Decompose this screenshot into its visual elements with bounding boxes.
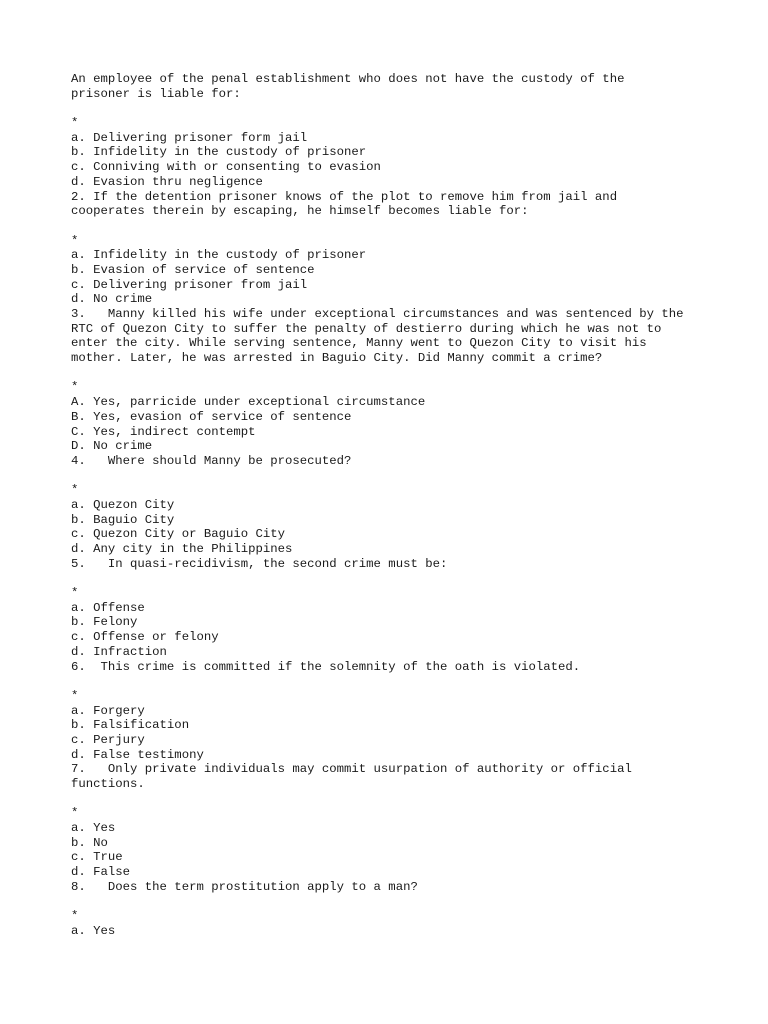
blank-line <box>71 895 711 910</box>
question-block <box>71 557 711 660</box>
required-asterisk: * <box>71 586 79 601</box>
answer-option: b. Evasion of service of sentence <box>71 262 315 277</box>
answer-option: d. False <box>71 865 131 880</box>
answer-option: C. Yes, indirect contempt <box>71 424 256 439</box>
answer-option: c. Conniving with or consenting to evasion <box>71 160 381 175</box>
required-asterisk: * <box>71 380 79 395</box>
answer-option: a. Forgery <box>71 703 145 718</box>
answer-option: a. Yes <box>71 821 116 836</box>
answer-option: A. Yes, parricide under exceptional circumstance <box>71 395 426 410</box>
answer-option: b. Felony <box>71 615 138 630</box>
answer-option: d. Infraction <box>71 644 167 659</box>
answer-option: a. Offense <box>71 600 145 615</box>
answer-option: c. Perjury <box>71 732 145 747</box>
required-asterisk: * <box>71 116 79 131</box>
question-prompt-line: RTC of Quezon City to suffer the penalty of destierro during which he was not to <box>71 321 662 336</box>
question-prompt-line: prisoner is liable for: <box>71 86 241 101</box>
required-asterisk: * <box>71 483 79 498</box>
question-block <box>71 72 711 190</box>
question-prompt-line: 2. If the detention prisoner knows of the plot to remove him from jail and <box>71 189 618 204</box>
answer-option: c. Delivering prisoner from jail <box>71 277 308 292</box>
answer-option: a. Yes <box>71 923 116 938</box>
blank-line <box>71 792 711 807</box>
blank-line <box>71 101 711 116</box>
required-asterisk: * <box>71 233 79 248</box>
question-prompt-line: 3. Manny killed his wife under exceptional circumstances and was sentenced by the <box>71 307 684 321</box>
answer-option: d. False testimony <box>71 747 204 762</box>
answer-option: B. Yes, evasion of service of sentence <box>71 409 352 424</box>
answer-option: d. Any city in the Philippines <box>71 542 293 556</box>
question-prompt-line: enter the city. While serving sentence, Manny went to Quezon City to visit his <box>71 336 647 351</box>
question-prompt-line: 5. In quasi-recidivism, the second crime must be: <box>71 556 448 571</box>
answer-option: b. Falsification <box>71 718 190 733</box>
question-block <box>71 660 711 763</box>
question-block <box>71 762 711 880</box>
answer-option: b. Infidelity in the custody of prisoner <box>71 145 367 160</box>
answer-option: d. No crime <box>71 292 153 307</box>
answer-option: b. Baguio City <box>71 512 175 527</box>
question-prompt-line: cooperates therein by escaping, he himself becomes liable for: <box>71 204 529 219</box>
document-page <box>71 72 711 939</box>
question-block <box>71 190 711 308</box>
required-asterisk: * <box>71 688 79 703</box>
blank-line <box>71 219 711 234</box>
blank-line <box>71 571 711 586</box>
answer-option: c. True <box>71 850 123 865</box>
question-block <box>71 880 711 939</box>
answer-option: c. Quezon City or Baguio City <box>71 527 286 542</box>
blank-line <box>71 366 711 381</box>
question-prompt-line: mother. Later, he was arrested in Baguio City. Did Manny commit a crime? <box>71 351 603 366</box>
blank-line <box>71 674 711 689</box>
question-prompt-line: 6. This crime is committed if the solemnity of the oath is violated. <box>71 659 581 674</box>
answer-option: b. No <box>71 835 108 850</box>
answer-option: a. Infidelity in the custody of prisoner <box>71 248 367 263</box>
blank-line <box>71 469 711 484</box>
answer-option: D. No crime <box>71 439 153 454</box>
question-block <box>71 307 711 454</box>
answer-option: a. Quezon City <box>71 497 175 512</box>
answer-option: d. Evasion thru negligence <box>71 174 263 189</box>
question-prompt-line: 4. Where should Manny be prosecuted? <box>71 453 352 468</box>
question-prompt-line: functions. <box>71 777 145 791</box>
required-asterisk: * <box>71 806 79 821</box>
question-prompt-line: 8. Does the term prostitution apply to a man? <box>71 879 418 894</box>
question-prompt-line: 7. Only private individuals may commit usurpation of authority or official <box>71 762 632 777</box>
answer-option: a. Delivering prisoner form jail <box>71 130 308 145</box>
required-asterisk: * <box>71 909 79 924</box>
answer-option: c. Offense or felony <box>71 630 219 645</box>
question-block <box>71 454 711 557</box>
question-prompt-line: An employee of the penal establishment who does not have the custody of the <box>71 72 625 86</box>
